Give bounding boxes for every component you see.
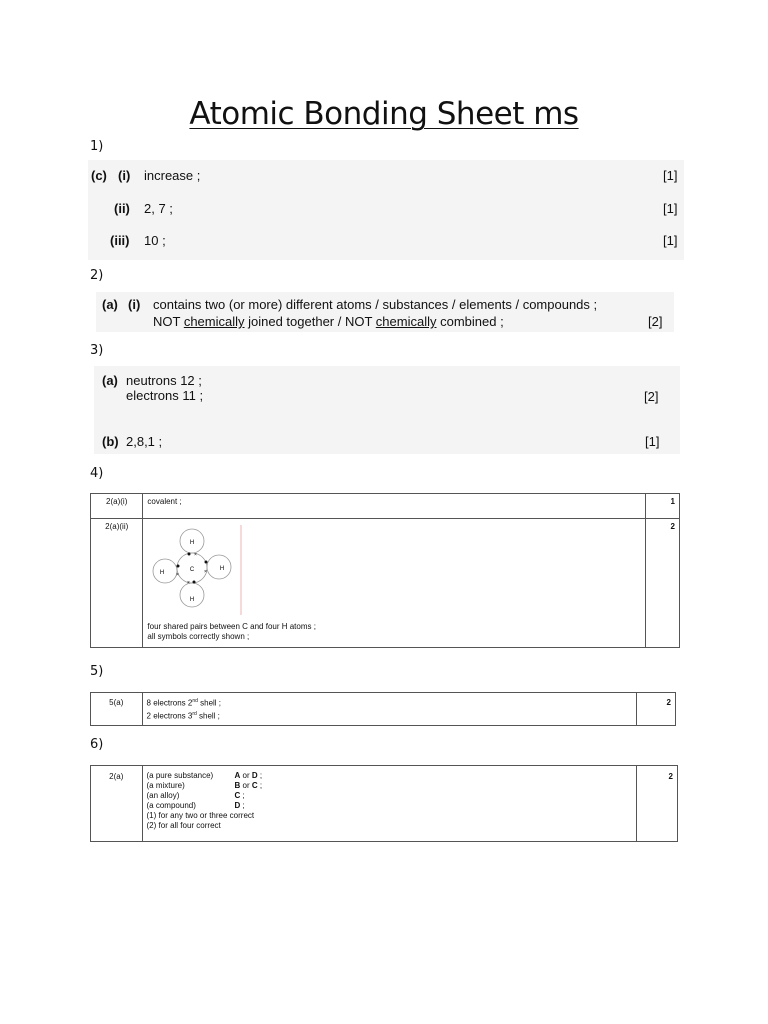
q5-mark-scheme-table xyxy=(90,692,676,726)
question-number-6: 6) xyxy=(90,737,104,752)
diagram-atom-h-right: H xyxy=(220,566,225,572)
q5-mark: 2 xyxy=(636,693,675,726)
q1-part-label: (c) xyxy=(91,168,107,183)
q5-ref: 5(a) xyxy=(91,693,143,726)
q4-row1-mark: 1 xyxy=(646,494,680,519)
q3-b-mark: [1] xyxy=(645,434,660,449)
svg-text:×: × xyxy=(187,580,191,586)
q2-answer-scan xyxy=(96,292,674,332)
q2-line-1: contains two (or more) different atoms / substances / elements / compounds ; xyxy=(153,297,598,312)
question-number-2: 2) xyxy=(90,268,104,283)
q1-iii-mark: [1] xyxy=(663,233,678,248)
diagram-atom-h-bottom: H xyxy=(190,597,195,603)
q6-rule-1: (1) for any two or three correct xyxy=(146,811,255,820)
q6-rule-2: (2) for all four correct xyxy=(146,821,221,830)
question-number-1: 1) xyxy=(90,139,104,154)
q4-row2-notes xyxy=(147,622,316,642)
q1-i-label: (i) xyxy=(118,168,131,183)
q4-row1-ref: 2(a)(i) xyxy=(91,494,143,519)
q2-line-2: NOT chemically joined together / NOT chemically combined ; xyxy=(153,314,504,329)
q3-a-line-2: electrons 11 ; xyxy=(126,388,204,403)
q6-answer-cell xyxy=(142,766,636,842)
q6-row-2: (a mixture) B or C ; xyxy=(146,781,263,790)
q2-sub-label: (i) xyxy=(128,297,141,312)
q6-mark: 2 xyxy=(636,766,677,842)
q5-line-2: 2 electrons 3rd shell ; xyxy=(146,710,220,721)
question-number-5: 5) xyxy=(90,664,104,679)
diagram-atom-h-top: H xyxy=(190,540,195,546)
q3-part-b-label: (b) xyxy=(102,434,119,449)
q1-ii-answer: 2, 7 ; xyxy=(144,201,173,216)
diagram-atom-c: C xyxy=(190,567,195,573)
q4-row2-answer-cell xyxy=(143,519,646,648)
q4-note-1: four shared pairs between C and four H atoms ; xyxy=(147,622,316,631)
methane-dot-cross-diagram xyxy=(149,525,259,615)
table-row xyxy=(91,766,678,842)
table-row xyxy=(91,494,680,519)
q6-mark-scheme-table xyxy=(90,765,678,842)
q3-a-line-1: neutrons 12 ; xyxy=(126,373,202,388)
q3-part-a-label: (a) xyxy=(102,373,118,388)
q4-row2-mark: 2 xyxy=(646,519,680,648)
q1-iii-answer: 10 ; xyxy=(144,233,166,248)
q1-i-mark: [1] xyxy=(663,168,678,183)
q4-note-2: all symbols correctly shown ; xyxy=(147,632,250,641)
q3-answer-scan xyxy=(94,366,680,454)
page-title: Atomic Bonding Sheet ms xyxy=(189,96,579,132)
q2-part-label: (a) xyxy=(102,297,118,312)
q3-b-answer: 2,8,1 ; xyxy=(126,434,163,449)
q4-row1-answer: covalent ; xyxy=(143,494,646,519)
q1-answer-scan xyxy=(88,160,684,260)
q1-ii-label: (ii) xyxy=(114,201,130,216)
diagram-atom-h-left: H xyxy=(160,570,165,576)
table-row xyxy=(91,519,680,648)
q3-a-mark: [2] xyxy=(644,389,659,404)
svg-text:×: × xyxy=(176,572,180,578)
q2-mark: [2] xyxy=(648,314,663,329)
q4-row2-ref: 2(a)(ii) xyxy=(91,519,143,648)
q5-line-1: 8 electrons 2nd shell ; xyxy=(146,698,222,708)
question-number-4: 4) xyxy=(90,466,104,481)
q6-ref: 2(a) xyxy=(91,766,143,842)
q6-row-3: (an alloy) C ; xyxy=(146,791,245,800)
q4-mark-scheme-table xyxy=(90,493,680,648)
q1-ii-mark: [1] xyxy=(663,201,678,216)
q6-row-1: (a pure substance) A or D ; xyxy=(146,771,263,780)
svg-text:×: × xyxy=(204,569,208,575)
q1-i-answer: increase ; xyxy=(144,168,201,183)
question-number-3: 3) xyxy=(90,343,104,358)
q5-answer-cell xyxy=(142,693,636,726)
q6-row-4: (a compound) D ; xyxy=(146,801,245,810)
q1-iii-label: (iii) xyxy=(110,233,130,248)
svg-text:×: × xyxy=(194,552,198,558)
table-row xyxy=(91,693,676,726)
